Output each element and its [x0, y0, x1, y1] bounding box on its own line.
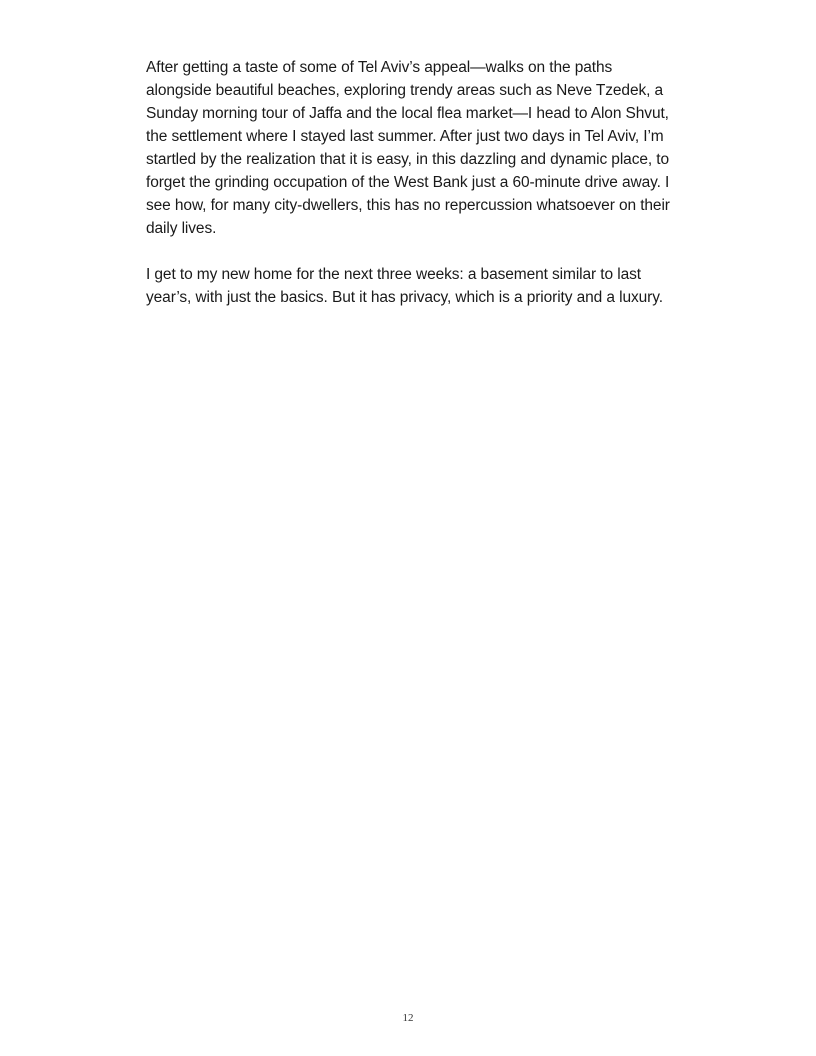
body-text [146, 56, 676, 332]
page-number: 12 [402, 1012, 414, 1024]
paragraph-2: I get to my new home for the next three weeks: a basement similar to last year’s, with just the basics. But it has privacy, which is a priority and a luxury. [146, 266, 663, 306]
paragraph-1: After getting a taste of some of Tel Aviv’s appeal—walks on the paths alongside beautiful beaches, exploring trendy areas such as Neve Tzedek, a Sunday morning tour of Jaffa and the local flea market—I head to Alon Shvut, the settlement where I stayed last summer. After just two days in Tel Aviv, I’m startled by the realization that it is easy, in this dazzling and dynamic place, to forget the grinding occupation of the West Bank just a 60-minute drive away. I see how, for many city-dwellers, this has no repercussion whatsoever on their daily lives. [146, 59, 670, 237]
